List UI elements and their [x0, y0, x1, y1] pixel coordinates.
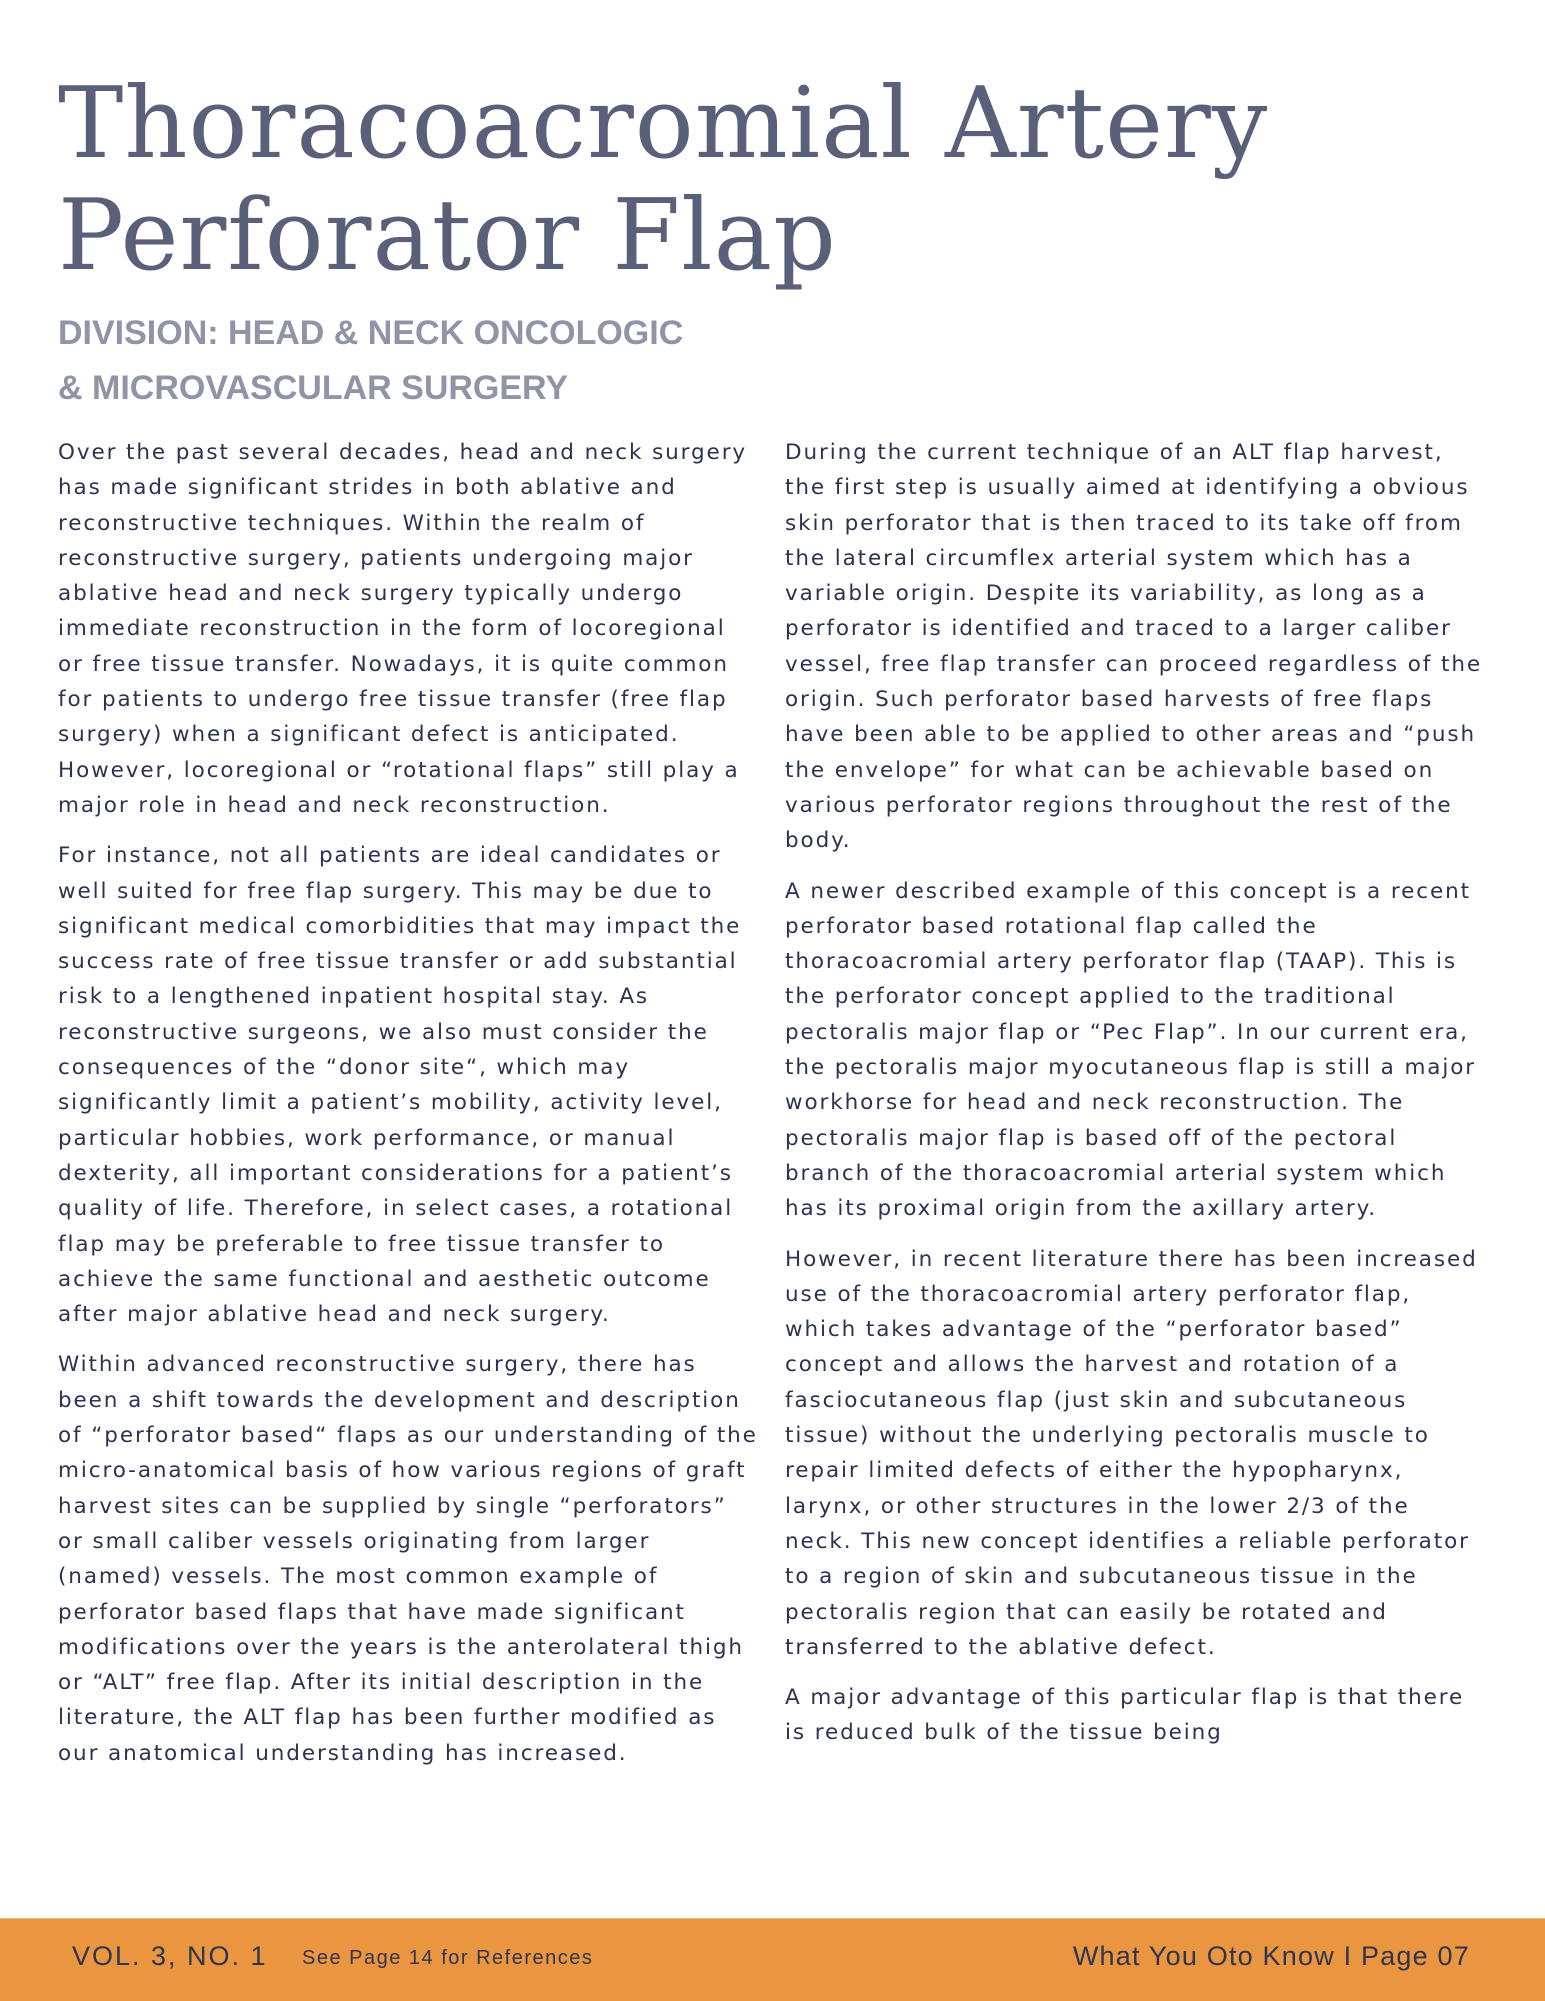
references-note: See Page 14 for References	[302, 1947, 594, 1969]
right-column	[785, 435, 1485, 1766]
title-line-2: Perforator Flap	[58, 179, 837, 293]
page-footer	[0, 1918, 1545, 2001]
paragraph: However, in recent literature there has been increased use of the thoracoacromial artery perforator flap, which takes advantage of the “perforator based” concept and allows the harvest and rotation of a fasciocutaneous flap (just skin and subcutaneous tissue) without the underlying pectoralis muscle to repair limited defects of either the hypopharynx, larynx, or other structures in the lower 2/3 of the neck. This new concept identifies a reliable perforator to a region of skin and subcutaneous tissue in the pectoralis region that can easily be rotated and transferred to the ablative defect.	[785, 1246, 1478, 1660]
paragraph: A newer described example of this concept is a recent perforator based rotational flap called the thoracoacromial artery perforator flap (TAAP). This is the perforator concept applied to the traditional pectoralis major flap or “Pec Flap”. In our current era, the pectoralis major myocutaneous flap is still a major workhorse for head and neck reconstruction. The pectoralis major flap is based off of the pectoral branch of the thoracoacromial arterial system which has its proximal origin from the axillary artery.	[785, 878, 1477, 1222]
division-line-1: DIVISION: HEAD & NECK ONCOLOGIC	[58, 314, 684, 352]
division-line-2: & MICROVASCULAR SURGERY	[58, 369, 569, 407]
paragraph: A major advantage of this particular flap is that there is reduced bulk of the tissue being	[785, 1685, 1465, 1746]
division-subtitle	[58, 306, 683, 416]
title-line-1: Thoracoacromial Artery	[58, 67, 1269, 181]
paragraph: During the current technique of an ALT flap harvest, the first step is usually aimed at identifying a obvious skin perforator that is then traced to its take off from the lateral circumflex arterial system which has a variable origin. Despite its variability, as long as a perforator is identified and traced to a larger caliber vessel, free flap transfer can proceed regardless of the origin. Such perforator based harvests of free flaps have been able to be applied to other areas and “push the envelope” for what can be achievable based on various perforator regions throughout the rest of the body.	[785, 440, 1482, 854]
left-column	[58, 435, 758, 1786]
article-title	[58, 68, 1268, 292]
paragraph: For instance, not all patients are ideal candidates or well suited for free flap surgery. This may be due to significant medical comorbidities that may impact the success rate of free tissue transfer or add substantial risk to a lengthened inpatient hospital stay. As reconstructive surgeons, we also must consider the consequences of the “donor site“, which may significantly limit a patient’s mobility, activity level, particular hobbies, work performance, or manual dexterity, all important considerations for a patient’s quality of life. Therefore, in select cases, a rotational flap may be preferable to free tissue transfer to achieve the same functional and aesthetic outcome after major ablative head and neck surgery.	[58, 843, 742, 1328]
paragraph: Within advanced reconstructive surgery, there has been a shift towards the development and description of “perforator based“ flaps as our understanding of the micro-anatomical basis of how various regions of graft harvest sites can be supplied by single “perforators” or small caliber vessels originating from larger (named) vessels. The most common example of perforator based flaps that have made significant modifications over the years is the anterolateral thigh or “ALT” free flap. After its initial description in the literature, the ALT flap has been further modified as our anatomical understanding has increased.	[58, 1352, 758, 1766]
page-label: What You Oto Know I Page 07	[1072, 1941, 1470, 1971]
paragraph: Over the past several decades, head and neck surgery has made significant strides in both ablative and reconstructive techniques. Within the realm of reconstructive surgery, patients undergoing major ablative head and neck surgery typically undergo immediate reconstruction in the form of locoregional or free tissue transfer. Nowadays, it is quite common for patients to undergo free tissue transfer (free flap surgery) when a significant defect is anticipated. However, locoregional or “rotational flaps” still play a major role in head and neck reconstruction.	[58, 440, 748, 818]
volume-label: VOL. 3, NO. 1	[72, 1941, 268, 1971]
